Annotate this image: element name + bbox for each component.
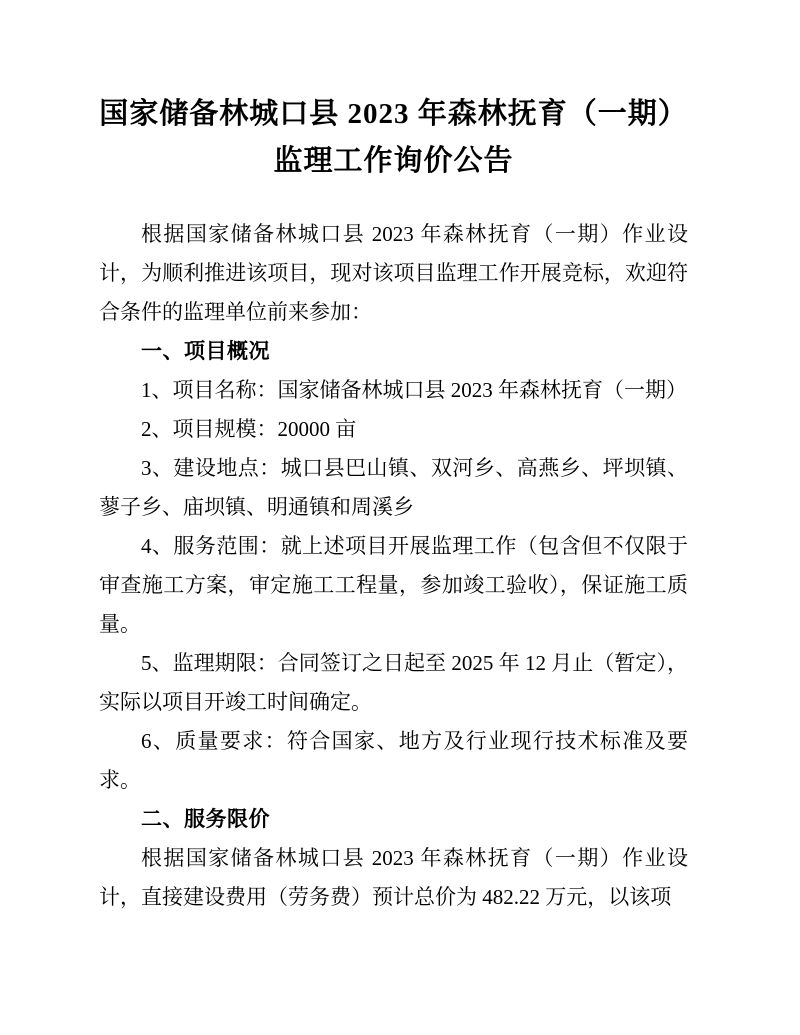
item-quality-requirement: 6、质量要求：符合国家、地方及行业现行技术标准及要求。 (99, 729, 688, 792)
section-heading-project-overview: 一、项目概况 (141, 340, 270, 363)
item-project-scale: 2、项目规模：20000 亩 (141, 417, 357, 441)
document-title (99, 91, 688, 185)
title-line-1: 国家储备林城口县 2023 年森林抚育（一期） (99, 98, 688, 130)
item-supervision-period: 5、监理期限：合同签订之日起至 2025 年 12 月止（暂定），实际以项目开竣工时间确定。 (99, 651, 688, 714)
paragraph-price-basis: 根据国家储备林城口县 2023 年森林抚育（一期）作业设计，直接建设费用（劳务费）预计总价为 482.22 万元，以该项 (99, 846, 688, 909)
section-heading-service-price-limit: 二、服务限价 (141, 808, 270, 831)
paragraph-intro: 根据国家储备林城口县 2023 年森林抚育（一期）作业设计，为顺利推进该项目，现对该项目监理工作开展竞标，欢迎符合条件的监理单位前来参加： (99, 222, 688, 324)
item-service-scope: 4、服务范围：就上述项目开展监理工作（包含但不仅限于审查施工方案，审定施工工程量，参加竣工验收），保证施工质量。 (99, 534, 688, 636)
item-project-name: 1、项目名称：国家储备林城口县 2023 年森林抚育（一期） (141, 378, 687, 402)
item-construction-location: 3、建设地点：城口县巴山镇、双河乡、高燕乡、坪坝镇、蓼子乡、庙坝镇、明通镇和周溪乡 (99, 456, 688, 519)
document-body (99, 215, 688, 917)
title-line-2: 监理工作询价公告 (273, 145, 514, 177)
